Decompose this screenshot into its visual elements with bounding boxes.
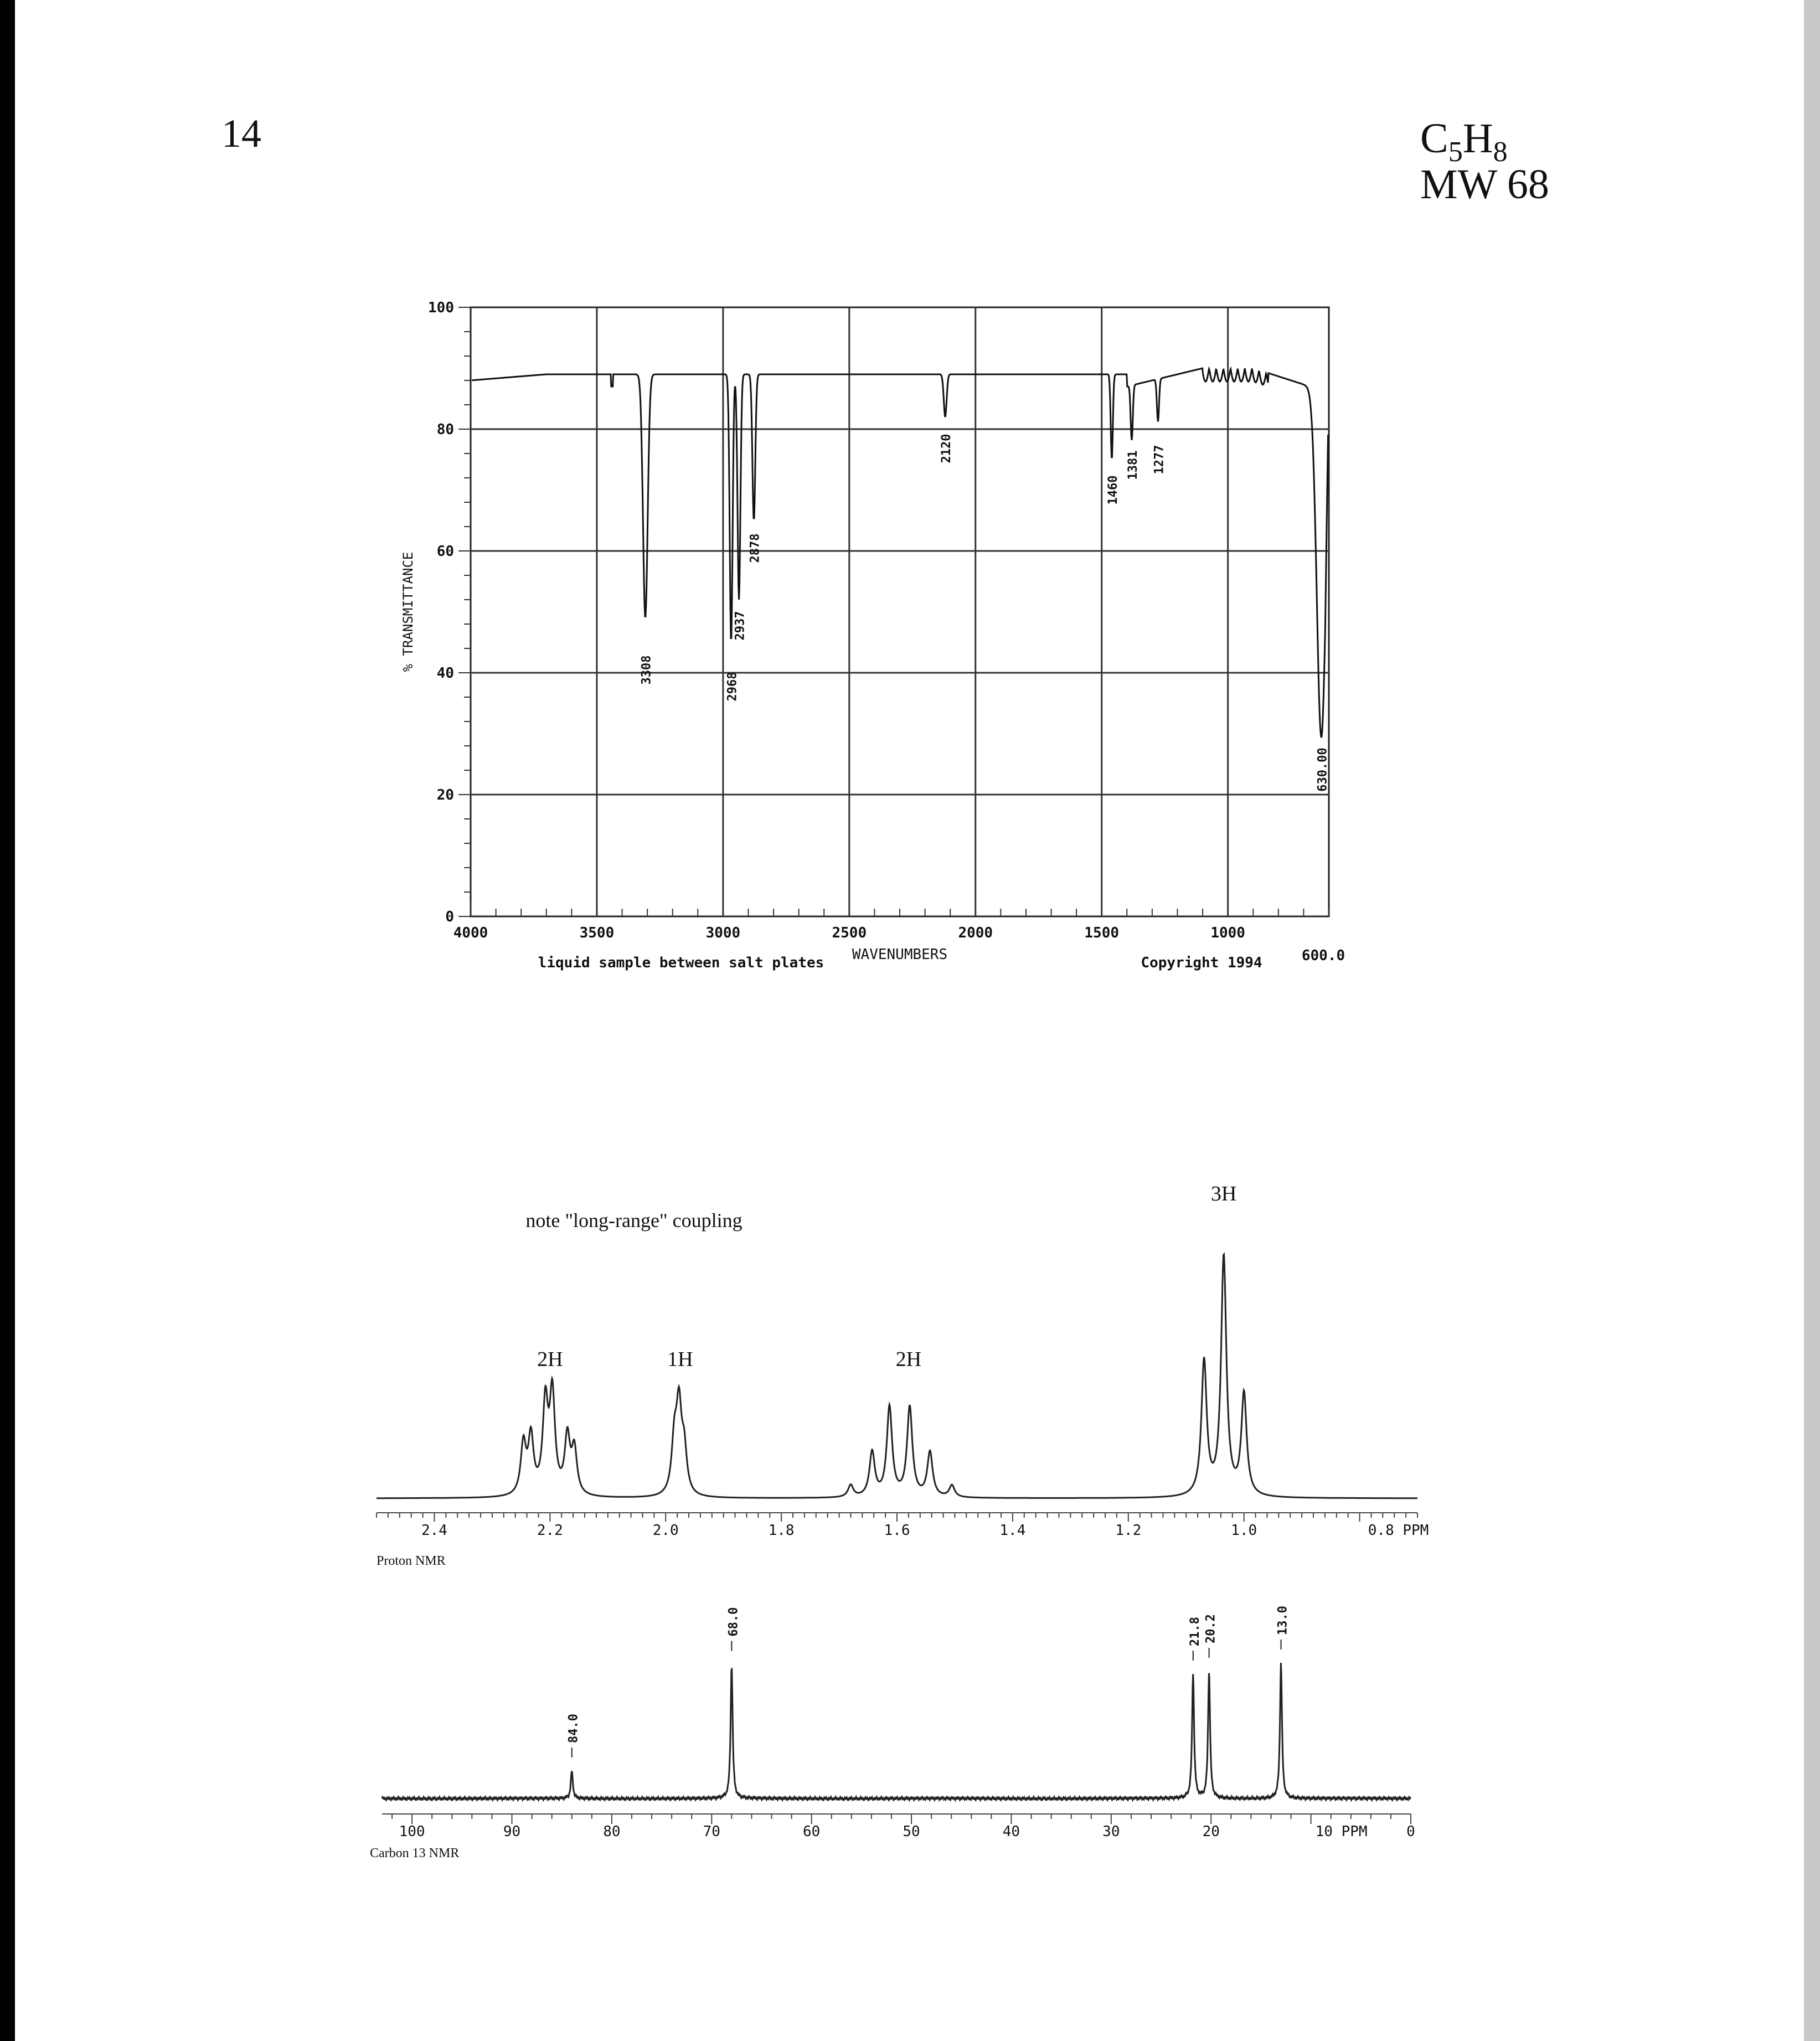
proton-nmr-tick-label: 1.8 [768,1522,795,1539]
carbon-nmr-peak-label: 13.0 [1276,1606,1290,1635]
ir-y-tick-label: 100 [428,300,454,316]
proton-nmr-tick-label: 2.0 [652,1522,679,1539]
carbon-nmr-tick-label: 50 [903,1823,920,1840]
ir-x-tick-label: 2500 [832,925,867,941]
ir-peak-label: 2937 [733,611,747,641]
proton-nmr-tick-label: 1.2 [1115,1522,1142,1539]
proton-nmr-annotation: note "long-range" coupling [525,1209,743,1231]
carbon-nmr-tick-label: 90 [503,1823,521,1840]
proton-nmr-tick-label: 2.2 [537,1522,563,1539]
carbon-nmr-peak-label: 20.2 [1204,1614,1218,1643]
ir-peak-label: 2878 [748,533,762,563]
ir-spectrum-trace [472,368,1328,737]
ir-peak-label: 1381 [1126,450,1140,480]
carbon-nmr-tick-label: 100 [399,1823,425,1840]
proton-nmr-tick-label: 1.6 [884,1522,910,1539]
carbon-nmr-tick-label: 10 PPM [1315,1823,1368,1840]
carbon-nmr-title: Carbon 13 NMR [370,1846,460,1860]
proton-nmr-tick-label: 2.4 [421,1522,447,1539]
page-number: 14 [221,111,261,156]
molecular-weight: MW 68 [1420,161,1549,208]
carbon-nmr-tick-label: 30 [1102,1823,1120,1840]
formula-c: C [1420,115,1448,162]
formula-c-count: 5 [1448,136,1463,168]
ir-x-axis-label: WAVENUMBERS [852,946,948,963]
carbon-nmr-peak-label: 68.0 [726,1607,741,1637]
proton-nmr-tick-label: 1.0 [1231,1522,1257,1539]
ir-x-tick-label: 1500 [1084,925,1120,941]
ir-y-tick-label: 20 [436,787,454,803]
proton-nmr-integral-label: 2H [537,1348,563,1371]
ir-x-tick-label: 1000 [1210,925,1245,941]
ir-peak-label: 3308 [640,655,654,685]
ir-x-tick-label: 3000 [705,925,741,941]
ir-peak-label: 1277 [1152,445,1167,475]
ir-y-tick-label: 80 [436,421,454,438]
ir-x-tick-label: 4000 [453,925,488,941]
ir-peak-label: 2968 [725,672,740,702]
carbon-nmr-tick-label: 40 [1002,1823,1020,1840]
ir-sample-note: liquid sample between salt plates [538,955,824,971]
proton-nmr-trace [377,1254,1417,1498]
ir-y-tick-label: 0 [445,909,454,925]
ir-peak-label: 630.00 [1316,748,1330,792]
ir-y-tick-label: 60 [436,543,454,560]
ir-peak-label: 1460 [1106,475,1120,505]
carbon-nmr-tick-label: 0 [1406,1823,1415,1840]
proton-nmr-title: Proton NMR [377,1554,446,1568]
ir-y-axis-label: % TRANSMITTANCE [400,552,416,672]
ir-copyright: Copyright 1994 [1141,955,1262,971]
ir-y-tick-label: 40 [436,665,454,682]
carbon-nmr-tick-label: 60 [803,1823,821,1840]
proton-nmr-integral-label: 2H [895,1348,922,1371]
carbon-nmr-peak-label: 84.0 [566,1714,581,1743]
carbon-nmr-tick-label: 70 [703,1823,720,1840]
ir-x-end-label: 600.0 [1301,947,1345,964]
proton-nmr-integral-label: 3H [1210,1182,1237,1205]
carbon-nmr-trace [382,1663,1411,1800]
carbon-nmr-tick-label: 20 [1202,1823,1220,1840]
proton-nmr-tick-label: 1.4 [999,1522,1026,1539]
ir-peak-label: 2120 [940,434,954,463]
carbon-nmr-tick-label: 80 [603,1823,621,1840]
formula-h-count: 8 [1493,136,1508,168]
proton-nmr-tick-label: 0.8 PPM [1368,1522,1429,1539]
ir-plot-frame [471,307,1329,916]
proton-nmr-integral-label: 1H [667,1348,693,1371]
ir-x-tick-label: 3500 [579,925,615,941]
carbon-nmr-peak-label: 21.8 [1188,1617,1202,1646]
formula-h: H [1462,115,1493,162]
ir-x-tick-label: 2000 [958,925,993,941]
